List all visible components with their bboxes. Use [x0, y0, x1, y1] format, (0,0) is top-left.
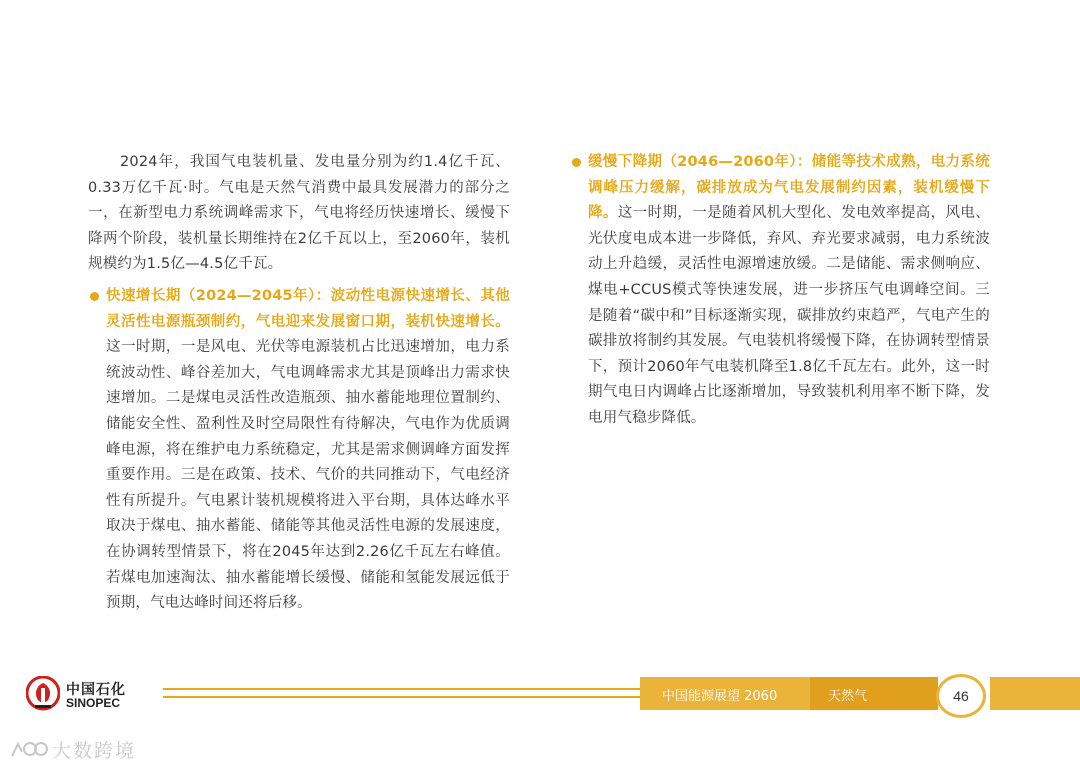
bullet-fast-growth: [88, 284, 510, 617]
watermark: [8, 734, 148, 762]
bullet-heading: 缓慢下降期（2046—2060年）：储能等技术成熟，电力系统调峰压力缓解，碳排放成为气电发展制约因素，装机缓慢下降。: [588, 154, 990, 222]
bullet-dot-icon: [90, 292, 99, 301]
bullet-body: 这一时期，一是随着风机大型化、发电效率提高，风电、光伏度电成本进一步降低，弃风、弃光要求减弱，电力系统波动上升趋缓，灵活性电源增速放缓。二是储能、需求侧响应、煤电+CCUS模式等快速发展，进一步挤压气电调峰空间。三是随着“碳中和”目标逐渐实现，碳排放约束趋严，气电产生的碳排放将制约其发展。气电装机将缓慢下降，在协调转型情景下，预计2060年气电装机降至1.8亿千瓦左右。此外，这一时期气电日内调峰占比逐渐增加，导致装机利用率不断下降，发电用气稳步降低。: [588, 205, 990, 426]
footer-rule: [163, 688, 640, 700]
bullet-body: 这一时期，一是风电、光伏等电源装机占比迅速增加，电力系统波动性、峰谷差加大，气电调峰需求尤其是顶峰出力需求快速增加。二是煤电灵活性改造瓶颈、抽水蓄能地理位置制约、储能安全性、盈利性及时空局限性有待解决，气电作为优质调峰电源，将在维护电力系统稳定，尤其是需求侧调峰方面发挥重要作用。三是在政策、技术、气价的共同推动下，气电经济性有所提升。气电累计装机规模将进入平台期，具体达峰水平取决于煤电、抽水蓄能、储能等其他灵活性电源的发展速度，在协调转型情景下，将在2045年达到2.26亿千瓦左右峰值。若煤电加速淘汰、抽水蓄能增长缓慢、储能和氢能发展远低于预期，气电达峰时间还将后移。: [106, 339, 510, 612]
intro-paragraph: 2024年，我国气电装机量、发电量分别为约1.4亿千瓦、0.33万亿千瓦·时。气电是天然气消费中最具发展潜力的部分之一，在新型电力系统调峰需求下，气电将经历快速增长、缓慢下降两个阶段，装机量长期维持在2亿千瓦以上，至2060年，装机规模约为1.5亿—4.5亿千瓦。: [88, 154, 510, 273]
footer-right-band: [990, 677, 1080, 710]
left-column: [88, 150, 510, 617]
watermark-logo-icon: [8, 736, 48, 762]
sinopec-logo: [26, 676, 146, 716]
logo-english-name: SINOPEC: [66, 696, 121, 710]
logo-chinese-name: 中国石化: [66, 682, 126, 698]
page-number: 46: [936, 674, 986, 718]
watermark-text: 大数跨境: [52, 740, 137, 762]
section-name: 天然气: [828, 689, 868, 704]
footer-book-title-band: [640, 677, 810, 710]
bullet-heading: 快速增长期（2024—2045年）：波动性电源快速增长、其他灵活性电源瓶颈制约，气电迎来发展窗口期，装机快速增长。: [106, 287, 510, 330]
bullet-slow-decline: [570, 150, 990, 432]
right-column: [570, 150, 990, 432]
sinopec-logo-icon: [26, 676, 60, 714]
book-title: 中国能源展望 2060: [662, 689, 778, 704]
footer-section-band: [810, 677, 938, 710]
bullet-dot-icon: [572, 158, 581, 167]
